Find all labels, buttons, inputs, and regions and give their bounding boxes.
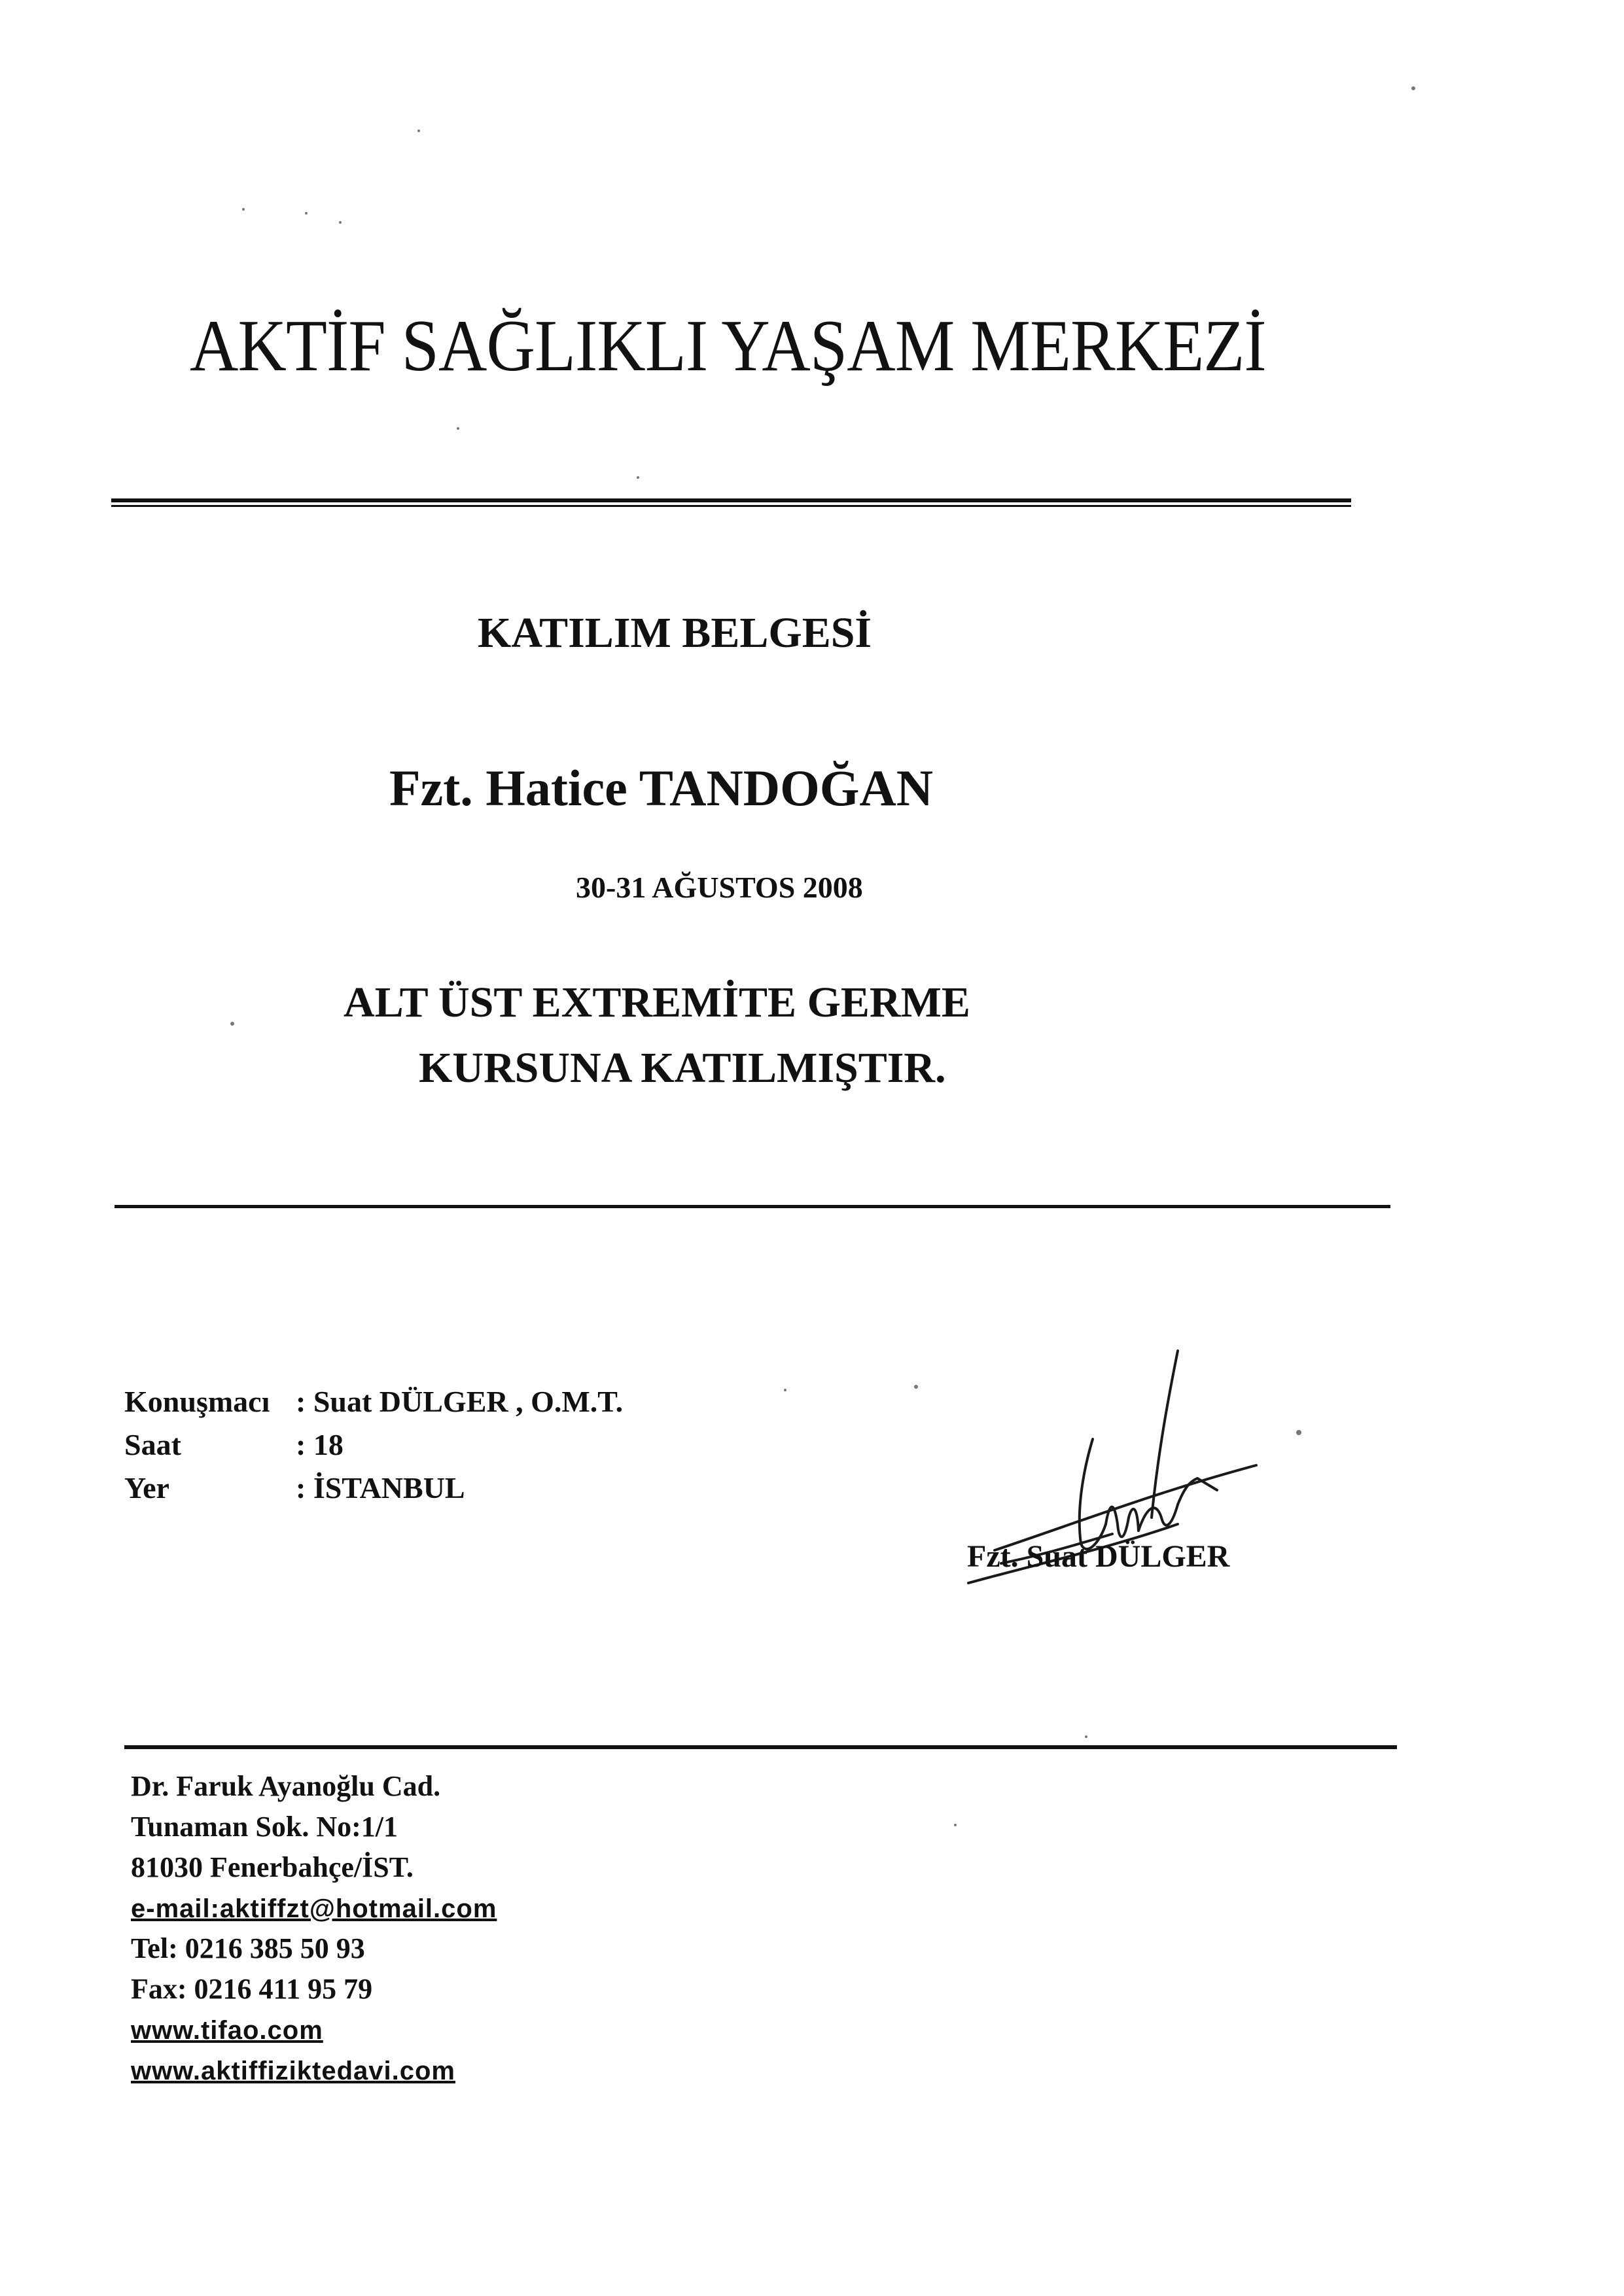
document-title: KATILIM BELGESİ <box>478 609 872 657</box>
address-line-2: Tunaman Sok. No:1/1 <box>131 1811 398 1843</box>
place-label: Yer <box>124 1471 169 1505</box>
fax-number: Fax: 0216 411 95 79 <box>131 1973 373 2005</box>
recipient-name: Fzt. Hatice TANDOĞAN <box>389 759 934 816</box>
phone-number: Tel: 0216 385 50 93 <box>131 1932 365 1964</box>
website-link-2[interactable]: www.aktiffiziktedavi.com <box>131 2057 455 2085</box>
header-divider <box>111 498 1351 512</box>
signer-name: Fzt. Suat DÜLGER <box>967 1539 1230 1574</box>
hours-label: Saat <box>124 1428 181 1461</box>
website-link-1[interactable]: www.tifao.com <box>131 2016 323 2045</box>
speaker-value: : Suat DÜLGER , O.M.T. <box>296 1385 624 1418</box>
email-link[interactable]: e-mail:aktiffzt@hotmail.com <box>131 1894 497 1923</box>
course-title-line-2: KURSUNA KATILMIŞTIR. <box>419 1044 946 1092</box>
hours-value: : 18 <box>296 1428 344 1461</box>
address-block <box>131 1766 497 2091</box>
place-value: : İSTANBUL <box>296 1471 465 1505</box>
speaker-label: Konuşmacı <box>124 1385 270 1418</box>
address-line-3: 81030 Fenerbahçe/İST. <box>131 1851 414 1883</box>
middle-divider <box>115 1205 1390 1208</box>
address-line-1: Dr. Faruk Ayanoğlu Cad. <box>131 1770 441 1802</box>
course-date: 30-31 AĞUSTOS 2008 <box>576 871 863 904</box>
course-title-line-1: ALT ÜST EXTREMİTE GERME <box>344 979 970 1026</box>
organization-title: AKTİF SAĞLIKLI YAŞAM MERKEZİ <box>190 305 1266 387</box>
footer-divider <box>124 1745 1397 1749</box>
